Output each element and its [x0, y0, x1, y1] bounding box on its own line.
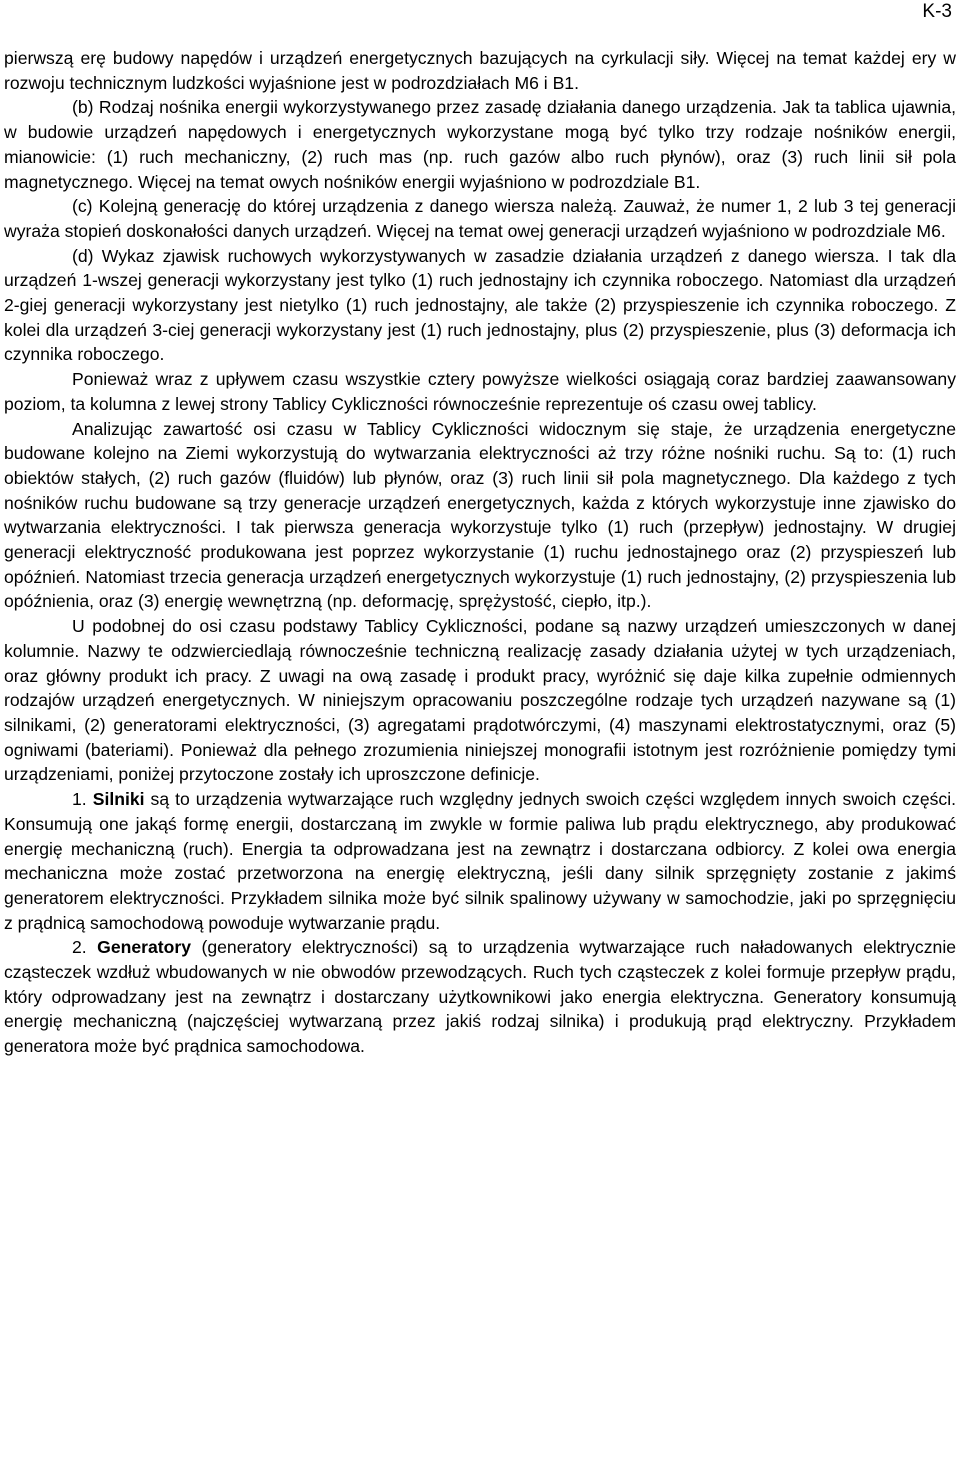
page-number: K-3 [922, 1, 952, 22]
definition-term: Generatory [97, 937, 192, 958]
definition-generatory [4, 935, 956, 1059]
paragraph: (c) Kolejną generację do której urządzenia z danego wiersza należą. Zauważ, że numer 1, 2 lub 3 tej generacji wyraża stopień doskonałości danych urządzeń. Więcej na temat owej generacji urządzeń wyjaśniono w podrozdziale M6. [4, 196, 956, 241]
paragraph: (d) Wykaz zjawisk ruchowych wykorzystywanych w zasadzie działania urządzeń z danego wiersza. I tak dla urządzeń 1-wszej generacji wykorzystany jest tylko (1) ruch jednostajny ich czynnika roboczego. Natomiast dla urządzeń 2-giej generacji wykorzystany jest nietylko (1) ruch jednostajny, ale także (2) przyspieszenie ich czynnika roboczego. Z kolei dla urządzeń 3-ciej generacji wykorzystany jest (1) ruch jednostajny, plus (2) przyspieszenie, plus (3) deformacja ich czynnika roboczego. [4, 245, 956, 365]
paragraph: Analizując zawartość osi czasu w Tablicy Cykliczności widocznym się staje, że urządzenia energetyczne budowane kolejno na Ziemi wykorzystują do wytwarzania elektryczności aż trzy różne nośniki ruchu. Są to: (1) ruch obiektów stałych, (2) ruch gazów (fluidów) lub płynów, oraz (3) ruch linii sił pola magnetycznego. Dla każdego z tych nośników ruchu budowane są trzy generacje urządzeń energetycznych, każda z których wykorzystuje inne zjawisko do wytwarzania elektryczności. I tak pierwsza generacja wykorzystuje tylko (1) ruch (przepływ) jednostajny. W drugiej generacji elektryczność produkowana jest poprzez wykorzystanie (1) ruchu jednostajnego oraz (2) przyspieszeń lub opóźnień. Natomiast trzecia generacja urządzeń energetycznych wykorzystuje (1) ruch jednostajny, (2) przyspieszenia lub opóźnienia, oraz (3) energię wewnętrzną (np. deformację, sprężystość, ciepło, itp.). [4, 418, 956, 612]
paragraph: pierwszą erę budowy napędów i urządzeń energetycznych bazujących na cyrkulacji siły. Więcej na temat każdej ery w rozwoju technicznym ludzkości wyjaśnione jest w podrozdziałach M6 i B1. [4, 48, 956, 93]
paragraph: Ponieważ wraz z upływem czasu wszystkie cztery powyższe wielkości osiągają coraz bardziej zaawansowany poziom, ta kolumna z lewej strony Tablicy Cykliczności równocześnie reprezentuje oś czasu owej tablicy. [4, 369, 956, 414]
paragraph: (b) Rodzaj nośnika energii wykorzystywanego przez zasadę działania danego urządzenia. Jak ta tablica ujawnia, w budowie urządzeń napędowych i energetycznych wykorzystane mogą być tylko trzy rodzaje nośników energii, mianowicie: (1) ruch mechaniczny, (2) ruch mas (np. ruch gazów albo ruch płynów), oraz (3) ruch linii sił pola magnetycznego. Więcej na temat owych nośników energii wyjaśniono w podrozdziale B1. [4, 97, 956, 192]
paragraph: U podobnej do osi czasu podstawy Tablicy Cykliczności, podane są nazwy urządzeń umieszczonych w danej kolumnie. Nazwy te odzwierciedlają równocześnie techniczną realizację zasady działania użytej w tych urządzeniach, oraz główny produkt ich pracy. Z uwagi na ową zasadę i produkt pracy, wyróżnić się daje kilka zupełnie odmiennych rodzajów urządzeń energetycznych. W niniejszym opracowaniu poszczególne rodzaje tych urządzeń nazywane są (1) silnikami, (2) generatorami elektryczności, (3) agregatami prądotwórczymi, (4) maszynami elektrostatycznymi, oraz (5) ogniwami (bateriami). Ponieważ dla pełnego zrozumienia niniejszej monografii istotnym jest rozróżnienie pomiędzy tymi urządzeniami, poniżej przytoczone zostały ich uproszczone definicje. [4, 616, 956, 785]
definition-term: Silniki [92, 789, 145, 810]
list-number: 2. [72, 937, 87, 958]
definition-text: są to urządzenia wytwarzające ruch względny jednych swoich części względem innych swoich części. Konsumują one jakąś formę energii, dostarczaną im zwykle w formie paliwa lub prądu elektrycznego, aby produkować energię mechaniczną (ruch). Energia ta odprowadzana jest na zewnątrz i dostarczana odbiorcy. Z kolei owa energia mechaniczna może zostać przetworzona na energię elektryczną, jeśli dany silnik sprzęgnięty zostanie z jakimś generatorem elektryczności. Przykładem silnika może być silnik spalinowy używany w samochodzie, jaki po sprzęgnięciu z prądnicą samochodową powoduje wytwarzanie prądu. [4, 789, 957, 933]
list-number: 1. [72, 789, 87, 810]
document-body [4, 46, 956, 1059]
definition-silniki [4, 787, 956, 935]
definition-text: (generatory elektryczności) są to urządzenia wytwarzające ruch naładowanych elektrycznie cząsteczek wzdłuż wbudowanych w nie obwodów przewodzących. Ruch tych cząsteczek z kolei formuje przepływ prądu, który odprowadzany jest na zewnątrz i dostarczany użytkownikowi jako energia elektryczna. Generatory konsumują energię mechaniczną (najczęściej wytwarzaną przez jakiś rodzaj silnika) i produkują prąd elektryczny. Przykładem generatora może być prądnica samochodowa. [4, 937, 957, 1057]
